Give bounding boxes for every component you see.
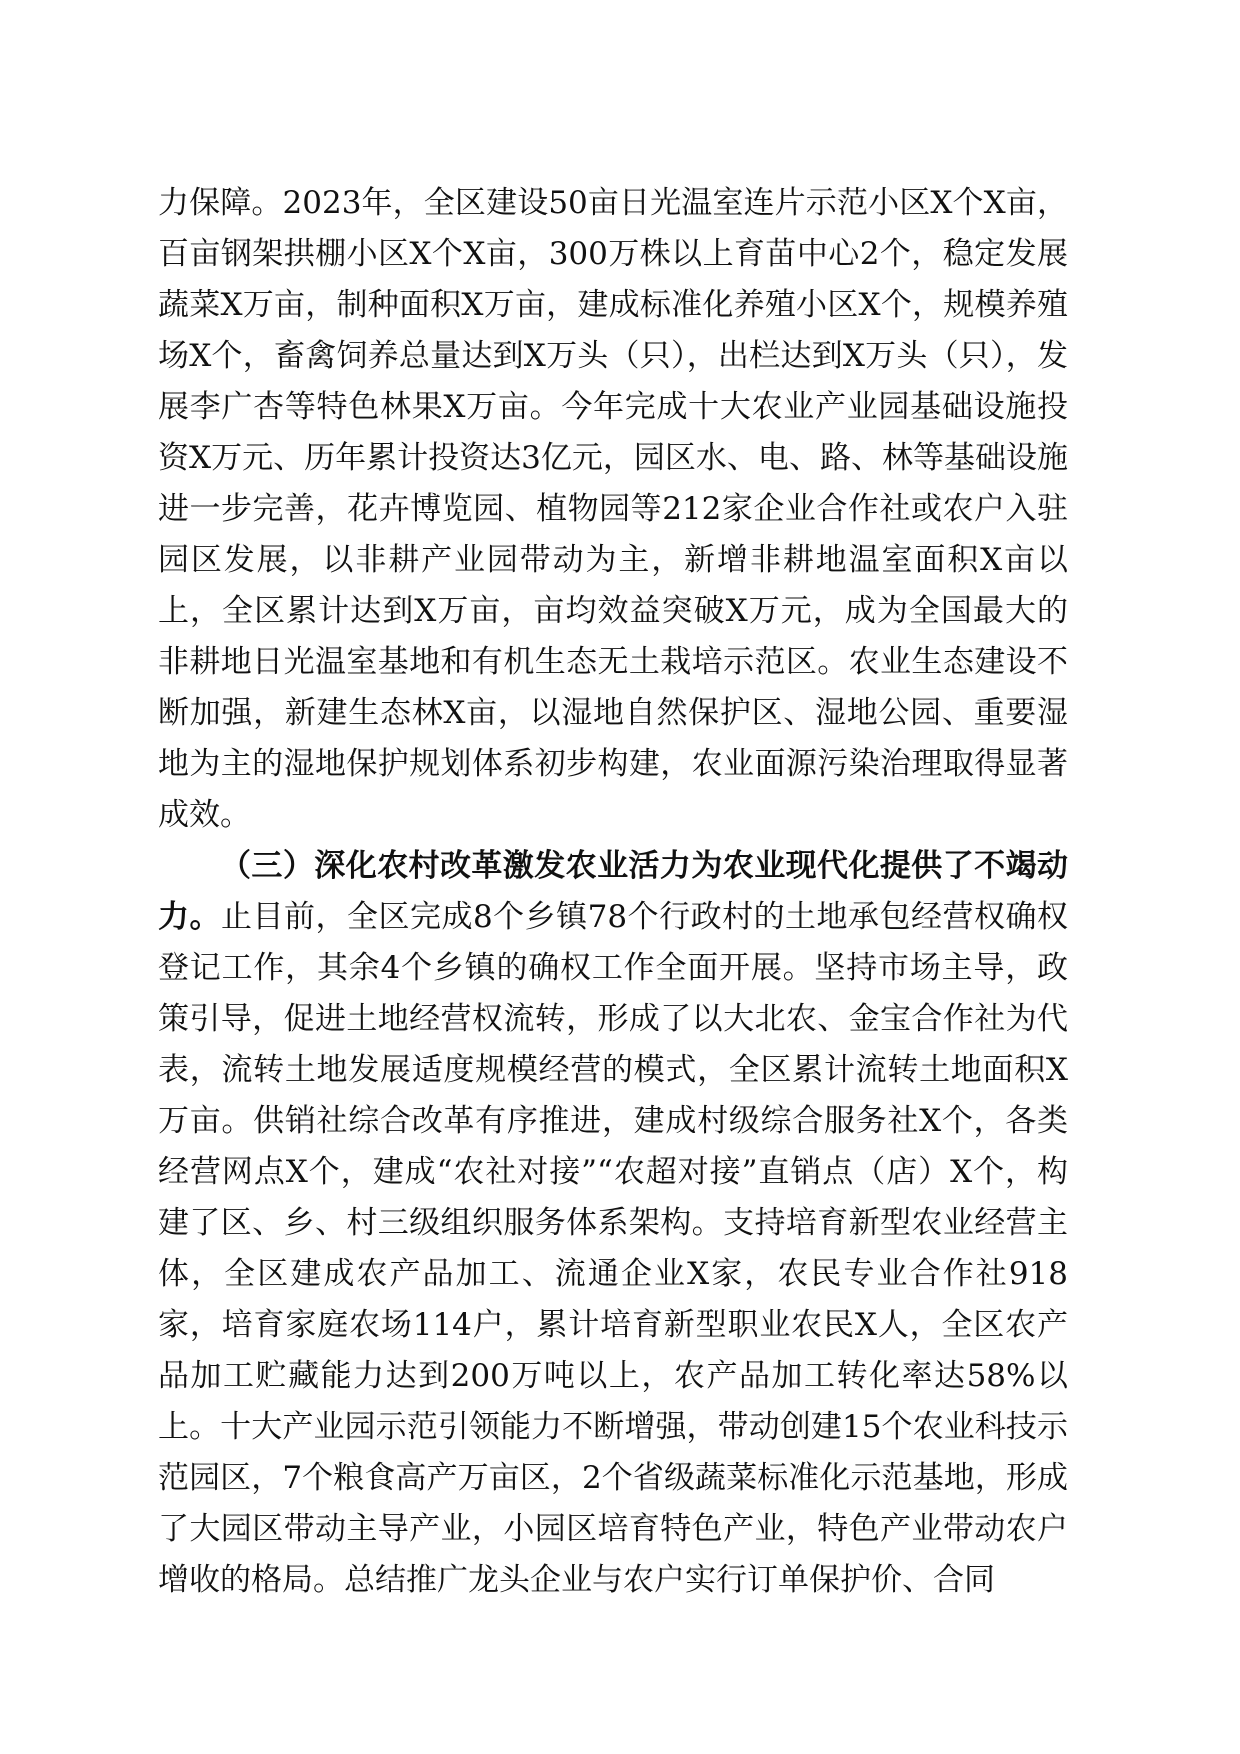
section-heading: （三）深化农村改革激发农业活力为农业现代化提供了不竭动力。 — [158, 848, 1068, 935]
paragraph-agricultural-infrastructure: 力保障。2023年，全区建设50亩日光温室连片示范小区X个X亩，百亩钢架拱棚小区X个X亩，300万株以上育苗中心2个，稳定发展蔬菜X万亩，制种面积X万亩，建成标准化养殖小区X个，规模养殖场X个，畜禽饲养总量达到X万头（只），出栏达到X万头（只），发展李广杏等特色林果X万亩。今年完成十大农业产业园基础设施投资X万元、历年累计投资达3亿元，园区水、电、路、林等基础设施进一步完善，花卉博览园、植物园等212家企业合作社或农户入驻园区发展，以非耕产业园带动为主，新增非耕地温室面积X亩以上，全区累计达到X万亩，亩均效益突破X万元，成为全国最大的非耕地日光温室基地和有机生态无土栽培示范区。农业生态建设不断加强，新建生态林X亩，以湿地自然保护区、湿地公园、重要湿地为主的湿地保护规划体系初步构建，农业面源污染治理取得显著成效。 — [158, 185, 1068, 833]
paragraph-rural-reform — [158, 841, 1068, 1606]
document-page — [158, 178, 1068, 1606]
paragraph-rural-reform-body: 止目前，全区完成8个乡镇78个行政村的土地承包经营权确权登记工作，其余4个乡镇的确权工作全面开展。坚持市场主导，政策引导，促进土地经营权流转，形成了以大北农、金宝合作社为代表，流转土地发展适度规模经营的模式，全区累计流转土地面积X万亩。供销社综合改革有序推进，建成村级综合服务社X个，各类经营网点X个，建成“农社对接”“农超对接”直销点（店）X个，构建了区、乡、村三级组织服务体系架构。支持培育新型农业经营主体，全区建成农产品加工、流通企业X家，农民专业合作社918家，培育家庭农场114户，累计培育新型职业农民X人，全区农产品加工贮藏能力达到200万吨以上，农产品加工转化率达58%以上。十大产业园示范引领能力不断增强，带动创建15个农业科技示范园区，7个粮食高产万亩区，2个省级蔬菜标准化示范基地，形成了大园区带动主导产业，小园区培育特色产业，特色产业带动农户增收的格局。总结推广龙头企业与农户实行订单保护价、合同 — [158, 899, 1069, 1598]
